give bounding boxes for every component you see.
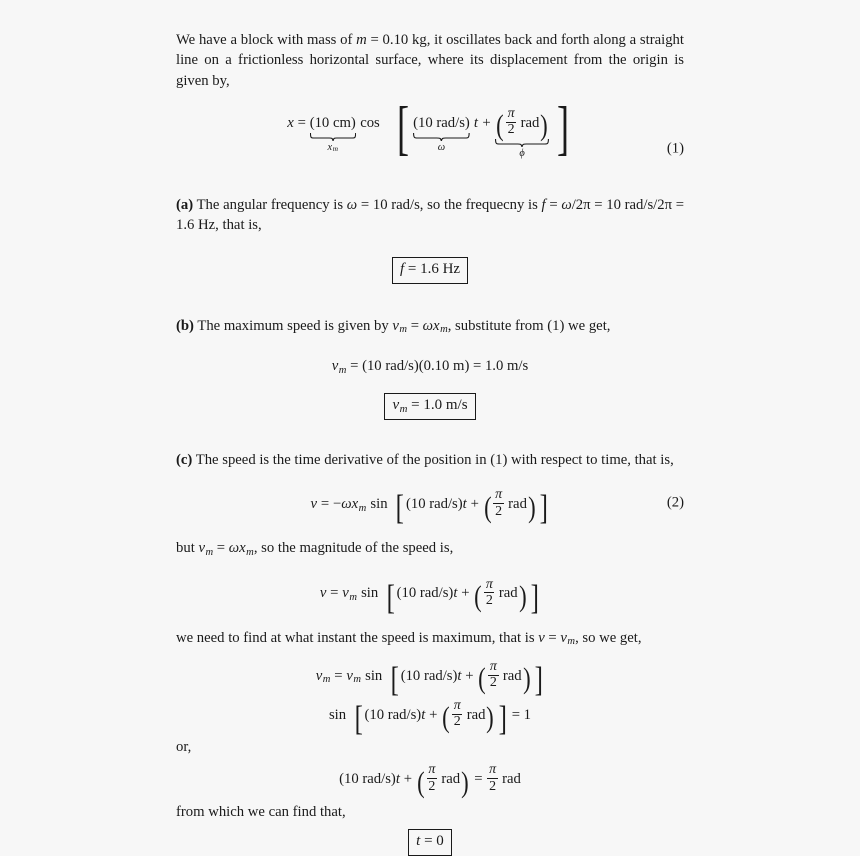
part-b-equation — [332, 358, 528, 374]
intro-paragraph — [176, 30, 684, 91]
phase-fraction — [506, 107, 516, 138]
part-a-text-1: The angular frequency is — [193, 196, 347, 213]
final-phase-fraction — [427, 763, 437, 794]
final-omega-value: (10 rad/s) — [339, 770, 396, 787]
left-bracket-icon: [ — [396, 489, 405, 528]
underbrace-brace-icon — [310, 133, 356, 141]
equation-1-display — [176, 94, 684, 191]
right-bracket-icon: ] — [530, 578, 539, 617]
phase-unit: rad — [466, 706, 486, 723]
part-a-paragraph — [176, 195, 684, 236]
omega-symbol: ω — [228, 540, 240, 557]
part-c-paragraph — [176, 450, 684, 470]
mass-symbol: m — [356, 32, 367, 48]
part-c-text-3-post: , so we get, — [575, 629, 642, 646]
final-equation-display — [176, 762, 684, 799]
vm-subscript: m — [567, 636, 576, 648]
right-bracket-icon: ] — [534, 660, 543, 699]
part-c-text-2-pre: but — [176, 540, 199, 557]
sin-phase-fraction — [452, 699, 462, 730]
magnitude-equation — [319, 576, 540, 617]
part-a-label: (a) — [176, 196, 194, 213]
part-a-text-3: = — [545, 196, 562, 213]
left-bracket-icon: [ — [386, 578, 395, 617]
part-c-text-2-mid: = — [213, 540, 229, 557]
part-c-answer-value: = 0 — [420, 833, 444, 850]
intro-text-2: , it oscillates back and forth along a straight line on a frictionless horizontal surface, where its displacement from the origin is given by, — [176, 32, 684, 89]
equation-2-omega: ω — [341, 495, 352, 512]
equation-2-omega-value: (10 rad/s) — [405, 495, 463, 512]
mass-value: = 0.10 kg — [366, 32, 427, 48]
vm-symbol: v — [198, 540, 205, 557]
right-bracket-icon: ] — [498, 699, 507, 738]
part-a-text-2: = 10 rad/s, so the frequecny is — [357, 196, 542, 213]
part-c-paragraph-2 — [176, 538, 684, 560]
phase-denominator: 2 — [507, 122, 515, 138]
phase-underbrace-label: ϕ — [519, 147, 525, 159]
sin-equals-one-equation — [328, 697, 532, 738]
part-c-label: (c) — [176, 451, 193, 468]
equation-2-phase-fraction — [493, 488, 503, 519]
part-a-answer-symbol: f — [399, 261, 405, 278]
sin-operator: sin — [361, 585, 379, 602]
right-paren-icon: ) — [527, 491, 536, 524]
part-b-answer-symbol: v — [392, 396, 400, 413]
final-rhs-fraction — [487, 763, 497, 794]
equation-1-lhs: x — [287, 114, 294, 131]
magnitude-vm: v — [342, 585, 349, 602]
omega-value: (10 rad/s) — [413, 114, 470, 131]
intro-text-1: We have a block with mass of — [176, 32, 357, 48]
phase-unit: rad — [441, 770, 461, 787]
plus-sign: + — [403, 770, 413, 787]
substituted-time: t — [457, 667, 462, 684]
part-b-boxed-answer-wrap — [176, 393, 684, 420]
cos-operator: cos — [360, 114, 380, 131]
vm-symbol: v — [392, 317, 399, 334]
plus-sign: + — [465, 667, 474, 684]
sin-equals-one-display — [176, 697, 684, 738]
substituted-vm: v — [346, 667, 353, 684]
time-variable: t — [473, 114, 479, 131]
or-text: or, — [176, 738, 192, 755]
phase-unit: rad — [498, 585, 518, 602]
part-b-boxed-answer — [384, 393, 475, 420]
omega-symbol: ω — [422, 317, 434, 334]
underbrace-brace-icon — [413, 133, 470, 141]
part-a-text-4: /2π = 10 rad/s/2π = 1.6 Hz, that is, — [176, 196, 685, 234]
underbrace-brace-icon — [495, 139, 549, 147]
part-b-equation-display — [176, 357, 684, 376]
part-c-boxed-answer-wrap — [176, 829, 684, 855]
amplitude-underbrace-group — [309, 114, 356, 154]
part-b-eq-lhs: v — [331, 358, 339, 374]
vm-subscript: m — [399, 324, 408, 336]
rhs-denominator: 2 — [489, 778, 497, 794]
phase-numerator: π — [428, 762, 436, 778]
equation-2-time: t — [462, 495, 467, 512]
part-b-eq-lhs-sub: m — [338, 364, 347, 376]
part-a-boxed-answer-wrap — [176, 257, 684, 283]
phase-numerator: π — [453, 697, 461, 713]
magnitude-equation-display — [176, 576, 684, 617]
omega-symbol: ω — [346, 196, 358, 213]
plus-sign: + — [461, 585, 470, 602]
magnitude-time: t — [453, 585, 458, 602]
final-equation — [339, 762, 521, 799]
v-symbol: v — [538, 629, 545, 646]
phase-value — [495, 105, 549, 143]
part-b-paragraph — [176, 316, 684, 338]
omega-symbol-2: ω — [561, 196, 572, 213]
sin-operator: sin — [328, 706, 347, 723]
substituted-equation-display — [176, 658, 684, 699]
equation-2-number: (2) — [666, 494, 684, 511]
part-b-answer-value: = 1.0 m/s — [407, 396, 468, 413]
xm-symbol: x — [433, 317, 440, 334]
plus-sign: + — [482, 114, 491, 131]
part-c-text-3-mid: = — [544, 629, 561, 646]
part-b-text-1: The maximum speed is given by — [193, 317, 393, 334]
magnitude-vm-sub: m — [349, 592, 357, 603]
left-paren-icon: ( — [478, 663, 487, 696]
omega-underbrace-label: ω — [437, 141, 446, 153]
phase-denominator: 2 — [453, 714, 461, 730]
part-b-text-3: , substitute from (1) we get, — [447, 317, 611, 334]
equation-2-lhs: v — [310, 495, 318, 512]
magnitude-equals: = — [330, 585, 339, 602]
equation-1-number: (1) — [666, 140, 684, 157]
equation-2-xm: x — [351, 495, 359, 512]
magnitude-lhs: v — [319, 585, 327, 602]
phase-numerator: π — [507, 105, 515, 121]
substituted-omega-value: (10 rad/s) — [400, 667, 458, 684]
part-c-paragraph-3 — [176, 628, 684, 650]
amplitude-underbrace-label: $x_m$ — [327, 141, 338, 154]
xm-subscript: m — [246, 546, 254, 558]
plus-sign: + — [429, 706, 438, 723]
substituted-lhs: v — [315, 667, 323, 684]
substituted-equals: = — [334, 667, 343, 684]
part-c-text-2-post: , so the magnitude of the speed is, — [253, 540, 454, 557]
plus-sign: + — [470, 495, 479, 512]
magnitude-omega-value: (10 rad/s) — [396, 585, 454, 602]
part-c-text-3-pre: we need to find at what instant the speed is maximum, that is — [176, 629, 539, 646]
phase-unit: rad — [520, 114, 540, 131]
phase-denominator: 2 — [428, 778, 436, 794]
left-bracket-icon: [ — [390, 660, 400, 699]
substituted-vm-sub: m — [353, 674, 362, 686]
rhs-numerator: π — [489, 762, 497, 778]
equation-2-equals: = — [320, 495, 330, 512]
phase-underbrace-group — [495, 105, 549, 159]
left-paren-icon: ( — [416, 766, 425, 799]
right-paren-icon: ) — [522, 663, 531, 696]
equation-2-content — [310, 487, 550, 528]
part-c-text-4: from which we can find that, — [176, 804, 346, 821]
phase-numerator: π — [485, 576, 493, 592]
phase-unit: rad — [502, 667, 522, 684]
substituted-equation — [315, 658, 544, 699]
magnitude-phase-fraction — [484, 578, 494, 609]
sin-time: t — [421, 706, 426, 723]
equation-2-display — [176, 487, 684, 528]
sin-operator: sin — [365, 667, 383, 684]
right-paren-icon: ) — [461, 766, 469, 799]
equation-1-content — [287, 94, 573, 162]
left-paren-icon: ( — [483, 491, 492, 524]
sin-operator: sin — [370, 495, 388, 512]
phase-numerator: π — [489, 658, 497, 674]
equation-1-equals: = — [297, 114, 306, 131]
substituted-lhs-sub: m — [322, 674, 331, 686]
left-paren-icon: ( — [474, 580, 482, 613]
left-bracket-icon: [ — [354, 699, 363, 738]
right-paren-icon: ) — [518, 580, 527, 613]
vm-subscript: m — [205, 546, 214, 558]
sin-result: = 1 — [508, 706, 532, 723]
phase-unit: rad — [508, 495, 527, 512]
equation-2-minus: − — [332, 495, 342, 512]
phase-numerator: π — [495, 487, 503, 503]
right-bracket-icon: ] — [539, 489, 548, 528]
part-b-answer-sub: m — [399, 402, 408, 415]
part-b-eq-rhs: = (10 rad/s)(0.10 m) = 1.0 m/s — [346, 358, 529, 374]
right-bracket-icon: ] — [556, 94, 569, 162]
part-a-answer-value: = 1.6 Hz — [404, 261, 461, 278]
amplitude-value: (10 cm) — [309, 114, 356, 131]
part-c-boxed-answer — [408, 829, 452, 855]
vm-symbol: v — [560, 629, 567, 646]
substituted-phase-fraction — [488, 660, 498, 691]
right-paren-icon: ) — [486, 702, 495, 735]
omega-underbrace-group — [413, 114, 470, 153]
phase-denominator: 2 — [485, 592, 493, 608]
phase-denominator: 2 — [489, 675, 497, 691]
left-paren-icon: ( — [496, 110, 504, 143]
part-a-boxed-answer — [392, 257, 468, 283]
part-b-label: (b) — [176, 317, 194, 334]
phase-denominator: 2 — [495, 503, 503, 519]
part-c-text-1: The speed is the time derivative of the position in (1) with respect to time, that is, — [192, 451, 674, 468]
left-bracket-icon: [ — [397, 94, 410, 162]
part-c-answer-symbol: t — [416, 833, 421, 850]
frequency-symbol: f — [541, 196, 546, 213]
xm-symbol: x — [239, 540, 246, 557]
equation-2-xm-sub: m — [358, 502, 367, 514]
final-equals: = — [474, 770, 483, 787]
sin-omega-value: (10 rad/s) — [364, 706, 422, 723]
final-time: t — [395, 770, 400, 787]
part-b-text-2: = — [407, 317, 423, 334]
left-paren-icon: ( — [442, 702, 450, 735]
final-rhs-unit: rad — [502, 770, 521, 787]
right-paren-icon: ) — [540, 110, 549, 143]
xm-subscript: m — [440, 324, 448, 336]
